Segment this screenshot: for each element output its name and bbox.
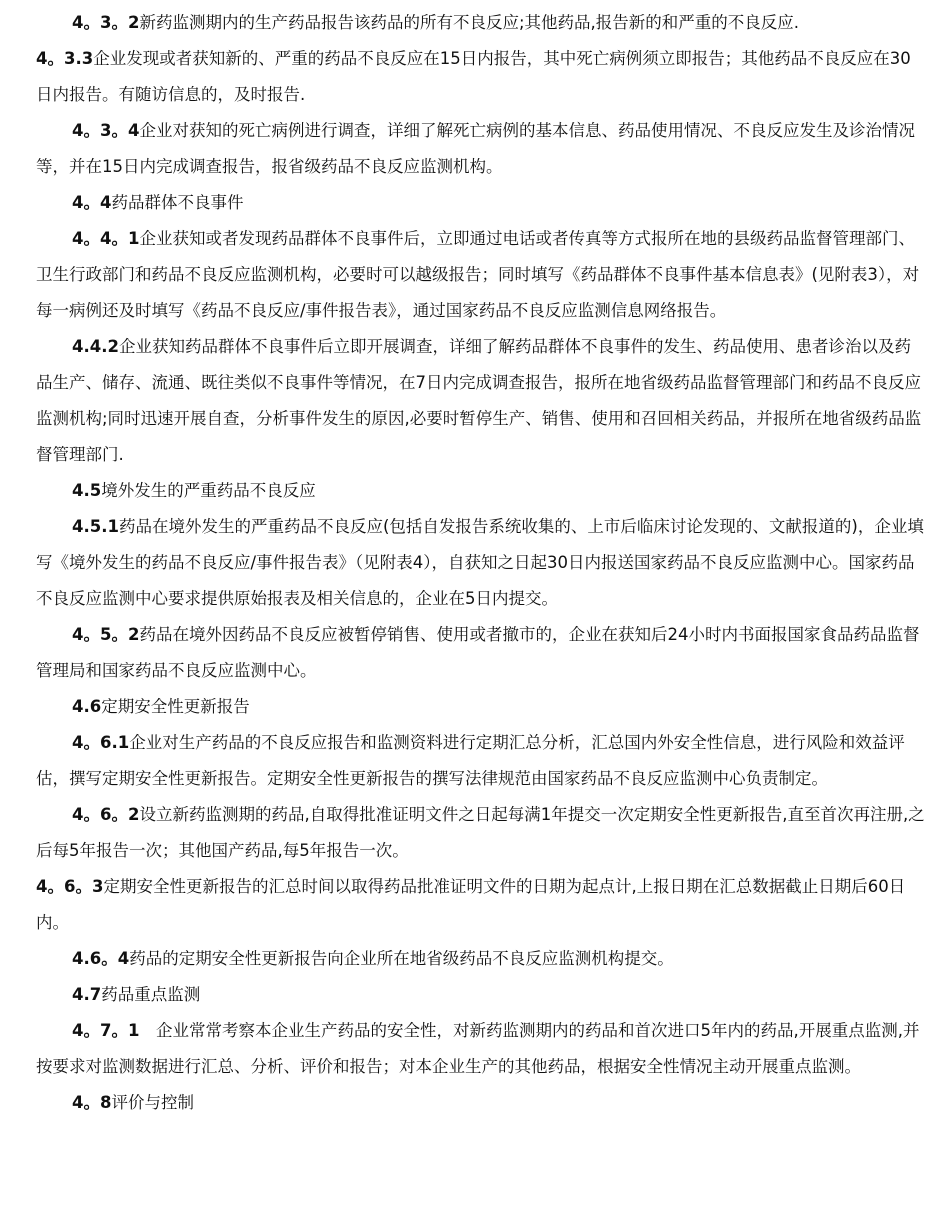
clause-number: 4。6。2 (72, 805, 140, 824)
clause-number: 4。6.1 (72, 733, 130, 752)
clause-text: 药品在境外因药品不良反应被暂停销售、使用或者撤市的，企业在获知后24小时内书面报国家食品药品监督管理局和国家药品不良反应监测中心。 (36, 625, 920, 680)
heading-4-5 (36, 473, 926, 509)
clause-text: 企业对生产药品的不良反应报告和监测资料进行定期汇总分析，汇总国内外安全性信息，进行风险和效益评估，撰写定期安全性更新报告。定期安全性更新报告的撰写法律规范由国家药品不良反应监测中心负责制定。 (36, 733, 905, 788)
paragraph-4-6-1 (36, 725, 926, 797)
clause-number: 4。4。1 (72, 229, 140, 248)
clause-text: 境外发生的严重药品不良反应 (101, 481, 316, 500)
clause-number: 4。7。1 (72, 1021, 140, 1040)
clause-text: 设立新药监测期的药品,自取得批准证明文件之日起每满1年提交一次定期安全性更新报告,直至首次再注册,之后每5年报告一次；其他国产药品,每5年报告一次。 (36, 805, 925, 860)
heading-4-7 (36, 977, 926, 1013)
clause-text: 评价与控制 (111, 1093, 194, 1112)
paragraph-4-3-2 (36, 5, 926, 41)
clause-text: 企业发现或者获知新的、严重的药品不良反应在15日内报告，其中死亡病例须立即报告；其他药品不良反应在30日内报告。有随访信息的，及时报告. (36, 49, 911, 104)
paragraph-4-7-1 (36, 1013, 926, 1085)
paragraph-4-5-2 (36, 617, 926, 689)
clause-text: 药品重点监测 (101, 985, 201, 1004)
clause-text: 定期安全性更新报告的汇总时间以取得药品批准证明文件的日期为起点计,上报日期在汇总数据截止日期后60日内。 (36, 877, 906, 932)
clause-number: 4。6。3 (36, 877, 104, 896)
paragraph-4-4-1 (36, 221, 926, 329)
heading-4-8 (36, 1085, 926, 1121)
paragraph-4-6-3 (36, 869, 926, 941)
clause-text: 药品在境外发生的严重药品不良反应(包括自发报告系统收集的、上市后临床讨论发现的、文献报道的)，企业填写《境外发生的药品不良反应/事件报告表》（见附表4），自获知之日起30日内报送国家药品不良反应监测中心。国家药品不良反应监测中心要求提供原始报表及相关信息的，企业在5日内提交。 (36, 517, 924, 608)
clause-text: 药品的定期安全性更新报告向企业所在地省级药品不良反应监测机构提交。 (129, 949, 674, 968)
clause-number: 4。3。4 (72, 121, 140, 140)
clause-number: 4。5。2 (72, 625, 140, 644)
clause-number: 4.7 (72, 985, 102, 1004)
clause-text: 新药监测期内的生产药品报告该药品的所有不良反应;其他药品,报告新的和严重的不良反应. (139, 13, 800, 32)
clause-number: 4.6。4 (72, 949, 130, 968)
heading-4-4 (36, 185, 926, 221)
paragraph-4-5-1 (36, 509, 926, 617)
paragraph-4-4-2 (36, 329, 926, 473)
clause-number: 4。8 (72, 1093, 112, 1112)
paragraph-4-3-3 (36, 41, 926, 113)
paragraph-4-3-4 (36, 113, 926, 185)
heading-4-6 (36, 689, 926, 725)
clause-number: 4。3。2 (72, 13, 140, 32)
clause-text: 药品群体不良事件 (111, 193, 244, 212)
clause-number: 4。4 (72, 193, 112, 212)
clause-text: 企业获知药品群体不良事件后立即开展调查，详细了解药品群体不良事件的发生、药品使用、患者诊治以及药品生产、储存、流通、既往类似不良事件等情况，在7日内完成调查报告，报所在地省级药品监督管理部门和药品不良反应监测机构;同时迅速开展自查，分析事件发生的原因,必要时暂停生产、销售、使用和召回相关药品，并报所在地省级药品监督管理部门. (36, 337, 922, 464)
paragraph-4-6-4 (36, 941, 926, 977)
clause-text: 定期安全性更新报告 (101, 697, 250, 716)
paragraph-4-6-2 (36, 797, 926, 869)
clause-number: 4。3.3 (36, 49, 94, 68)
clause-text: 企业获知或者发现药品群体不良事件后，立即通过电话或者传真等方式报所在地的县级药品监督管理部门、卫生行政部门和药品不良反应监测机构，必要时可以越级报告；同时填写《药品群体不良事件基本信息表》(见附表3），对每一病例还及时填写《药品不良反应/事件报告表》，通过国家药品不良反应监测信息网络报告。 (36, 229, 920, 320)
clause-number: 4.5 (72, 481, 102, 500)
clause-number: 4.6 (72, 697, 102, 716)
clause-number: 4.5.1 (72, 517, 119, 536)
clause-text: 企业常常考察本企业生产药品的安全性，对新药监测期内的药品和首次进口5年内的药品,开展重点监测,并按要求对监测数据进行汇总、分析、评价和报告；对本企业生产的其他药品，根据安全性情况主动开展重点监测。 (36, 1021, 920, 1076)
clause-number: 4.4.2 (72, 337, 119, 356)
clause-text: 企业对获知的死亡病例进行调查，详细了解死亡病例的基本信息、药品使用情况、不良反应发生及诊治情况等，并在15日内完成调查报告，报省级药品不良反应监测机构。 (36, 121, 915, 176)
